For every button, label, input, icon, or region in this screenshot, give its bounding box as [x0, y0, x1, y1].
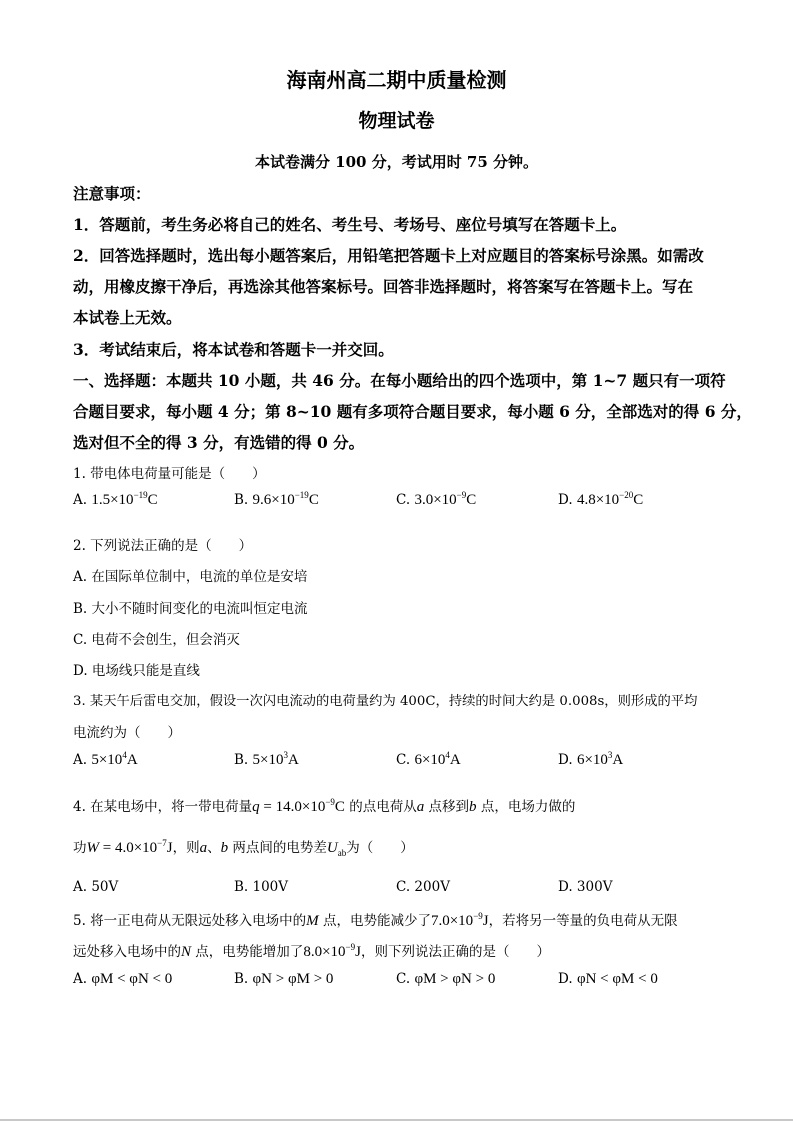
q3-d-label: D. — [558, 752, 573, 768]
note-1: 1．答题前，考生务必将自己的姓名、考生号、考场号、座位号填写在答题卡上。 — [73, 215, 627, 234]
q1-d-unit: C — [633, 492, 644, 508]
q5-e1-value: 7.0×10 — [430, 913, 474, 929]
exam-info: 本试卷满分 100 分，考试用时 75 分钟。 — [254, 153, 539, 171]
page-bottom-divider — [0, 1119, 793, 1121]
q5-a-expression: φM < φN < 0 — [91, 971, 173, 987]
q5-option-b — [234, 971, 333, 988]
q1-c-mantissa: 3.0×10 — [414, 492, 457, 508]
q2-option-a: A. 在国际单位制中，电流的单位是安培 — [73, 569, 308, 585]
q4-point-a: a — [416, 799, 425, 815]
q3-a-mantissa: 5×10 — [91, 752, 123, 768]
q4-text-7: 、 — [207, 840, 221, 856]
q5-e1-unit: J — [482, 913, 489, 929]
q3-option-a — [73, 752, 138, 769]
q5-stem-line-2 — [73, 940, 550, 961]
q1-a-exponent: −19 — [133, 490, 148, 500]
q5-e2-value: 8.0×10 — [303, 944, 346, 960]
q3-c-unit: A — [449, 752, 461, 768]
section-1-line-2: 合题目要求，每小题 4 分；第 8~10 题有多项符合题目要求，每小题 6 分，全部选对的得 6 分， — [73, 402, 752, 421]
q5-text-4: 远处移入电场中的 — [73, 944, 181, 960]
q4-option-d: D. 300V — [558, 879, 613, 895]
q3-d-unit: A — [612, 752, 624, 768]
q4-q-exponent: −9 — [325, 797, 335, 807]
q3-c-label: C. — [396, 752, 411, 768]
q5-point-n: N — [181, 944, 192, 960]
q4-text-6: ，则 — [172, 840, 200, 856]
q2-option-b: B. 大小不随时间变化的电流叫恒定电流 — [73, 601, 308, 617]
q5-b-expression: φN > φM > 0 — [252, 971, 334, 987]
q1-option-a — [73, 492, 158, 509]
q3-option-b — [234, 752, 299, 769]
q5-e1-exponent: −9 — [473, 911, 483, 921]
q1-stem-end: 电荷量可能是（ ） — [130, 466, 266, 482]
q2-option-c: C. 电荷不会创生，但会消灭 — [73, 632, 240, 648]
q4-option-a: A. 50V — [73, 879, 119, 895]
q5-option-d — [558, 971, 658, 988]
q4-stem-line-2 — [73, 836, 414, 857]
q1-option-c — [396, 492, 476, 509]
q4-q-variable: q — [252, 799, 260, 815]
q5-text-1: 5. 将一正电荷从无限远处移入电场中的 — [73, 913, 307, 929]
q1-a-mantissa: 1.5×10 — [91, 492, 134, 508]
q1-c-exponent: −9 — [456, 490, 467, 500]
q5-text-2: 点，电势能减少了 — [318, 913, 431, 929]
note-2-line-3: 本试卷上无效。 — [73, 308, 182, 327]
q5-option-a — [73, 971, 172, 988]
q3-stem-line-1: 3. 某天午后雷电交加，假设一次闪电流动的电荷量约为 400C，持续的时间大约是 0.008s，则形成的平均 — [73, 694, 698, 709]
q4-text-9: 为（ ） — [346, 840, 414, 856]
q1-stem — [73, 462, 266, 482]
q3-d-exponent: 3 — [607, 750, 613, 760]
q4-u-variable: U — [326, 840, 338, 856]
note-2-line-1: 2．回答选择题时，选出每小题答案后，用铅笔把答题卡上对应题目的答案标号涂黑。如需改 — [73, 246, 704, 265]
q4-stem-line-1 — [73, 795, 575, 816]
q3-b-mantissa: 5×10 — [252, 752, 284, 768]
exam-subject: 物理试卷 — [358, 110, 435, 132]
q3-a-label: A. — [73, 752, 88, 768]
q3-c-mantissa: 6×10 — [414, 752, 446, 768]
q3-d-mantissa: 6×10 — [576, 752, 608, 768]
section-1-line-1: 一、选择题：本题共 10 小题，共 46 分。在每小题给出的四个选项中，第 1~7 题只有一项符 — [73, 371, 726, 390]
q1-option-b — [234, 492, 319, 509]
q5-text-3: ，若将另一等量的负电荷从无限 — [488, 913, 678, 929]
q1-d-mantissa: 4.8×10 — [576, 492, 620, 508]
q5-text-5: 点，电势能增加了 — [191, 944, 304, 960]
q1-a-unit: C — [147, 492, 158, 508]
q4-text-4: 点，电场力做的 — [476, 799, 576, 815]
q5-option-c — [396, 971, 495, 988]
q4-text-8: 两点间的电势差 — [228, 840, 327, 856]
q3-a-exponent: 4 — [122, 750, 127, 760]
q1-stem-start: 1. 带电体 — [73, 466, 131, 482]
q5-e2-exponent: −9 — [345, 942, 356, 952]
q5-d-label: D. — [558, 971, 573, 987]
q3-b-label: B. — [234, 752, 249, 768]
q4-text-1: 4. 在某电场中，将一带电荷量 — [73, 799, 253, 815]
q5-c-expression: φM > φN > 0 — [414, 971, 496, 987]
q1-a-label: A. — [73, 492, 88, 508]
q1-b-unit: C — [308, 492, 319, 508]
q3-option-c — [396, 752, 461, 769]
q5-a-label: A. — [73, 971, 88, 987]
section-1-line-3: 选对但不全的得 3 分，有选错的得 0 分。 — [73, 433, 365, 452]
q5-d-expression: φN < φM < 0 — [576, 971, 658, 987]
q4-q-value: = 14.0×10 — [259, 799, 326, 815]
q4-option-b: B. 100V — [234, 879, 289, 895]
q1-d-label: D. — [558, 492, 573, 508]
q1-b-mantissa: 9.6×10 — [252, 492, 295, 508]
q4-point-a-2: a — [199, 840, 208, 856]
note-2-line-2: 动，用橡皮擦干净后，再选涂其他答案标号。回答非选择题时，将答案写在答题卡上。写在 — [73, 277, 694, 296]
q3-b-unit: A — [287, 752, 299, 768]
q5-e2-unit: J — [355, 944, 361, 960]
q5-point-m: M — [306, 913, 319, 929]
q1-option-d — [558, 492, 643, 509]
note-3: 3．考试结束后，将本试卷和答题卡一并交回。 — [73, 340, 394, 359]
q4-w-unit: J — [166, 840, 173, 856]
q3-stem-line-2: 电流约为（ ） — [73, 725, 181, 741]
q1-d-exponent: −20 — [619, 490, 634, 500]
q4-point-b: b — [469, 799, 477, 815]
q1-c-unit: C — [466, 492, 477, 508]
q5-stem-line-1 — [73, 909, 678, 930]
q4-w-variable: W — [86, 840, 99, 856]
q3-c-exponent: 4 — [445, 750, 450, 760]
q2-stem: 2. 下列说法正确的是（ ） — [73, 538, 253, 554]
q3-option-d — [558, 752, 623, 769]
q3-b-exponent: 3 — [283, 750, 288, 760]
q4-text-5: 功 — [73, 840, 87, 856]
q4-u-subscript: ab — [337, 848, 347, 858]
q4-option-c: C. 200V — [396, 879, 450, 895]
q3-a-unit: A — [126, 752, 138, 768]
q5-b-label: B. — [234, 971, 249, 987]
q1-b-exponent: −19 — [294, 490, 309, 500]
exam-title: 海南州高二期中质量检测 — [286, 68, 507, 92]
q4-text-3: 点移到 — [424, 799, 470, 815]
notes-heading: 注意事项： — [73, 184, 151, 203]
q4-point-b-2: b — [220, 840, 229, 856]
q5-c-label: C. — [396, 971, 411, 987]
q1-c-label: C. — [396, 492, 411, 508]
q4-w-value: = 4.0×10 — [99, 840, 158, 856]
q4-w-exponent: −7 — [157, 838, 167, 848]
q4-text-2: 的点电荷从 — [344, 799, 417, 815]
q4-q-unit: C — [334, 799, 345, 815]
q2-option-d: D. 电场线只能是直线 — [73, 663, 200, 679]
q5-text-6: ，则下列说法正确的是（ ） — [360, 944, 550, 960]
q1-b-label: B. — [234, 492, 249, 508]
